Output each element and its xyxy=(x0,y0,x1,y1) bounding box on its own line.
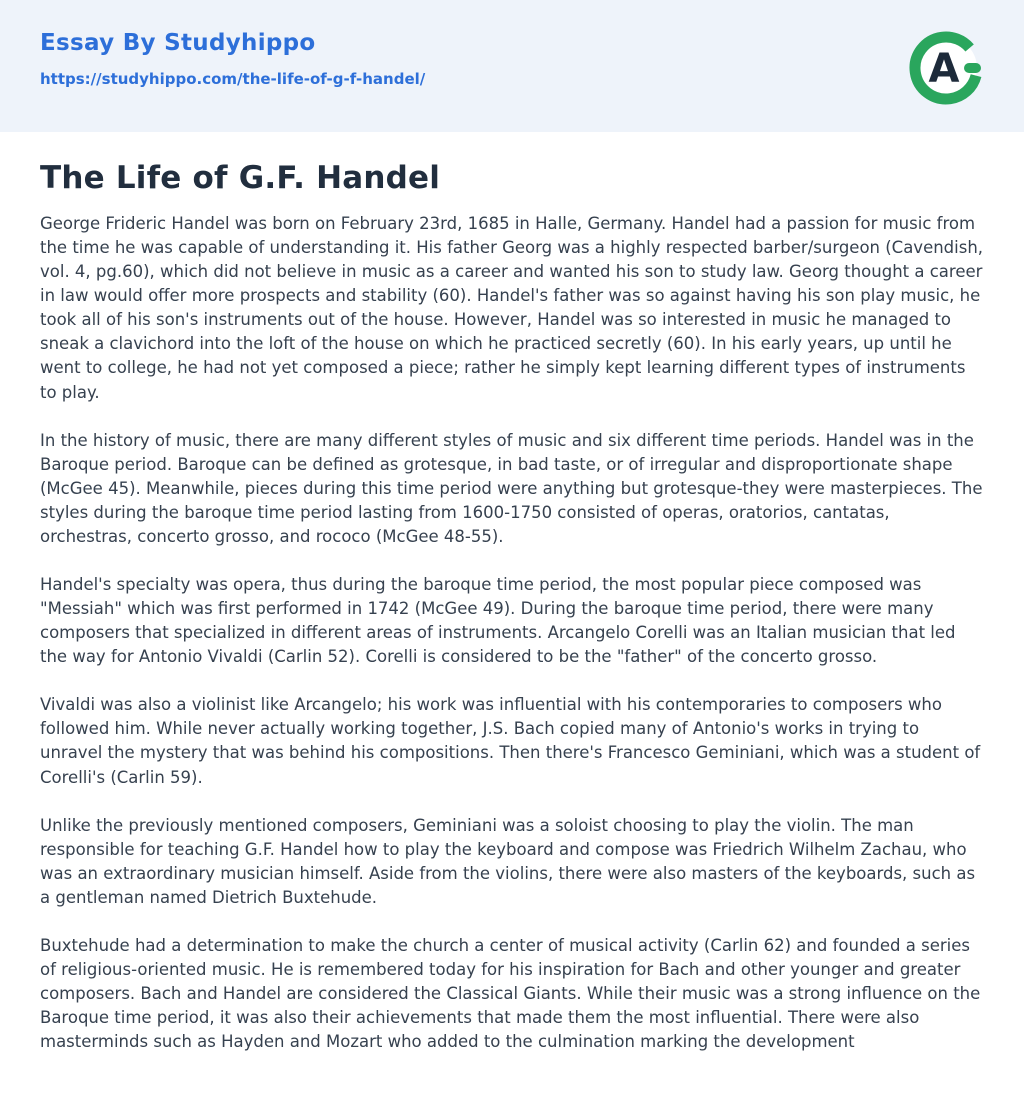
page-header xyxy=(0,0,1024,132)
header-text-block xyxy=(40,30,425,88)
essay-paragraph: In the history of music, there are many different styles of music and six different time periods. Handel was in the Baroque period. Baroque can be defined as grotesque, in bad taste, or of irregular and disproportionate shape (McGee 45). Meanwhile, pieces during this time period were anything but grotesque-they were masterpieces. The styles during the baroque time period lasting from 1600-1750 consisted of operas, oratorios, cantatas, orchestras, concerto grosso, and rococo (McGee 48-55). xyxy=(40,430,983,546)
studyhippo-logo-icon xyxy=(908,30,984,106)
essay-paragraph: Unlike the previously mentioned composers, Geminiani was a soloist choosing to play the violin. The man responsible for teaching G.F. Handel how to play the keyboard and compose was Friedrich Wilhelm Zachau, who was an extraordinary musician himself. Aside from the violins, there were also masters of the keyboards, such as a gentleman named Dietrich Buxtehude. xyxy=(40,815,976,907)
logo-letter: A xyxy=(928,46,960,92)
article-content xyxy=(0,132,1024,1118)
essay-paragraph: Vivaldi was also a violinist like Arcangelo; his work was influential with his contemporaries to composers who followed him. While never actually working together, J.S. Bach copied many of Antonio's works in trying to unravel the mystery that was behind his compositions. Then there's Francesco Geminiani, which was a student of Corelli's (Carlin 59). xyxy=(40,695,981,787)
source-url-link[interactable]: https://studyhippo.com/the-life-of-g-f-handel/ xyxy=(40,70,426,88)
essay-paragraph: George Frideric Handel was born on February 23rd, 1685 in Halle, Germany. Handel had a passion for music from the time he was capable of understanding it. His father Georg was a highly respected barber/surgeon (Cavendish, vol. 4, pg.60), which did not believe in music as a career and wanted his son to study law. Georg thought a career in law would offer more prospects and stability (60). Handel's father was so against having his son play music, he took all of his son's instruments out of the house. However, Handel was so interested in music he managed to sneak a clavichord into the loft of the house on which he practiced secretly (60). In his early years, up until he went to college, he had not yet composed a piece; rather he simply kept learning different types of instruments to play. xyxy=(40,214,984,402)
article-title: The Life of G.F. Handel xyxy=(40,160,441,196)
paragraph-list xyxy=(40,212,984,1054)
studyhippo-logo[interactable] xyxy=(908,30,984,106)
essay-byline-link[interactable]: Essay By Studyhippo xyxy=(40,30,316,56)
essay-paragraph: Buxtehude had a determination to make the church a center of musical activity (Carlin 62) and founded a series of religious-oriented music. He is remembered today for his inspiration for Bach and other younger and greater composers. Bach and Handel are considered the Classical Giants. While their music was a strong influence on the Baroque time period, it was also their achievements that made them the most influential. There were also masterminds such as Hayden and Mozart who added to the culmination marking the development xyxy=(40,935,981,1052)
essay-paragraph: Handel's specialty was opera, thus during the baroque time period, the most popular piece composed was "Messiah" which was first performed in 1742 (McGee 49). During the baroque time period, there were many composers that specialized in different areas of instruments. Arcangelo Corelli was an Italian musician that led the way for Antonio Vivaldi (Carlin 52). Corelli is considered to be the "father" of the concerto grosso. xyxy=(40,575,956,667)
